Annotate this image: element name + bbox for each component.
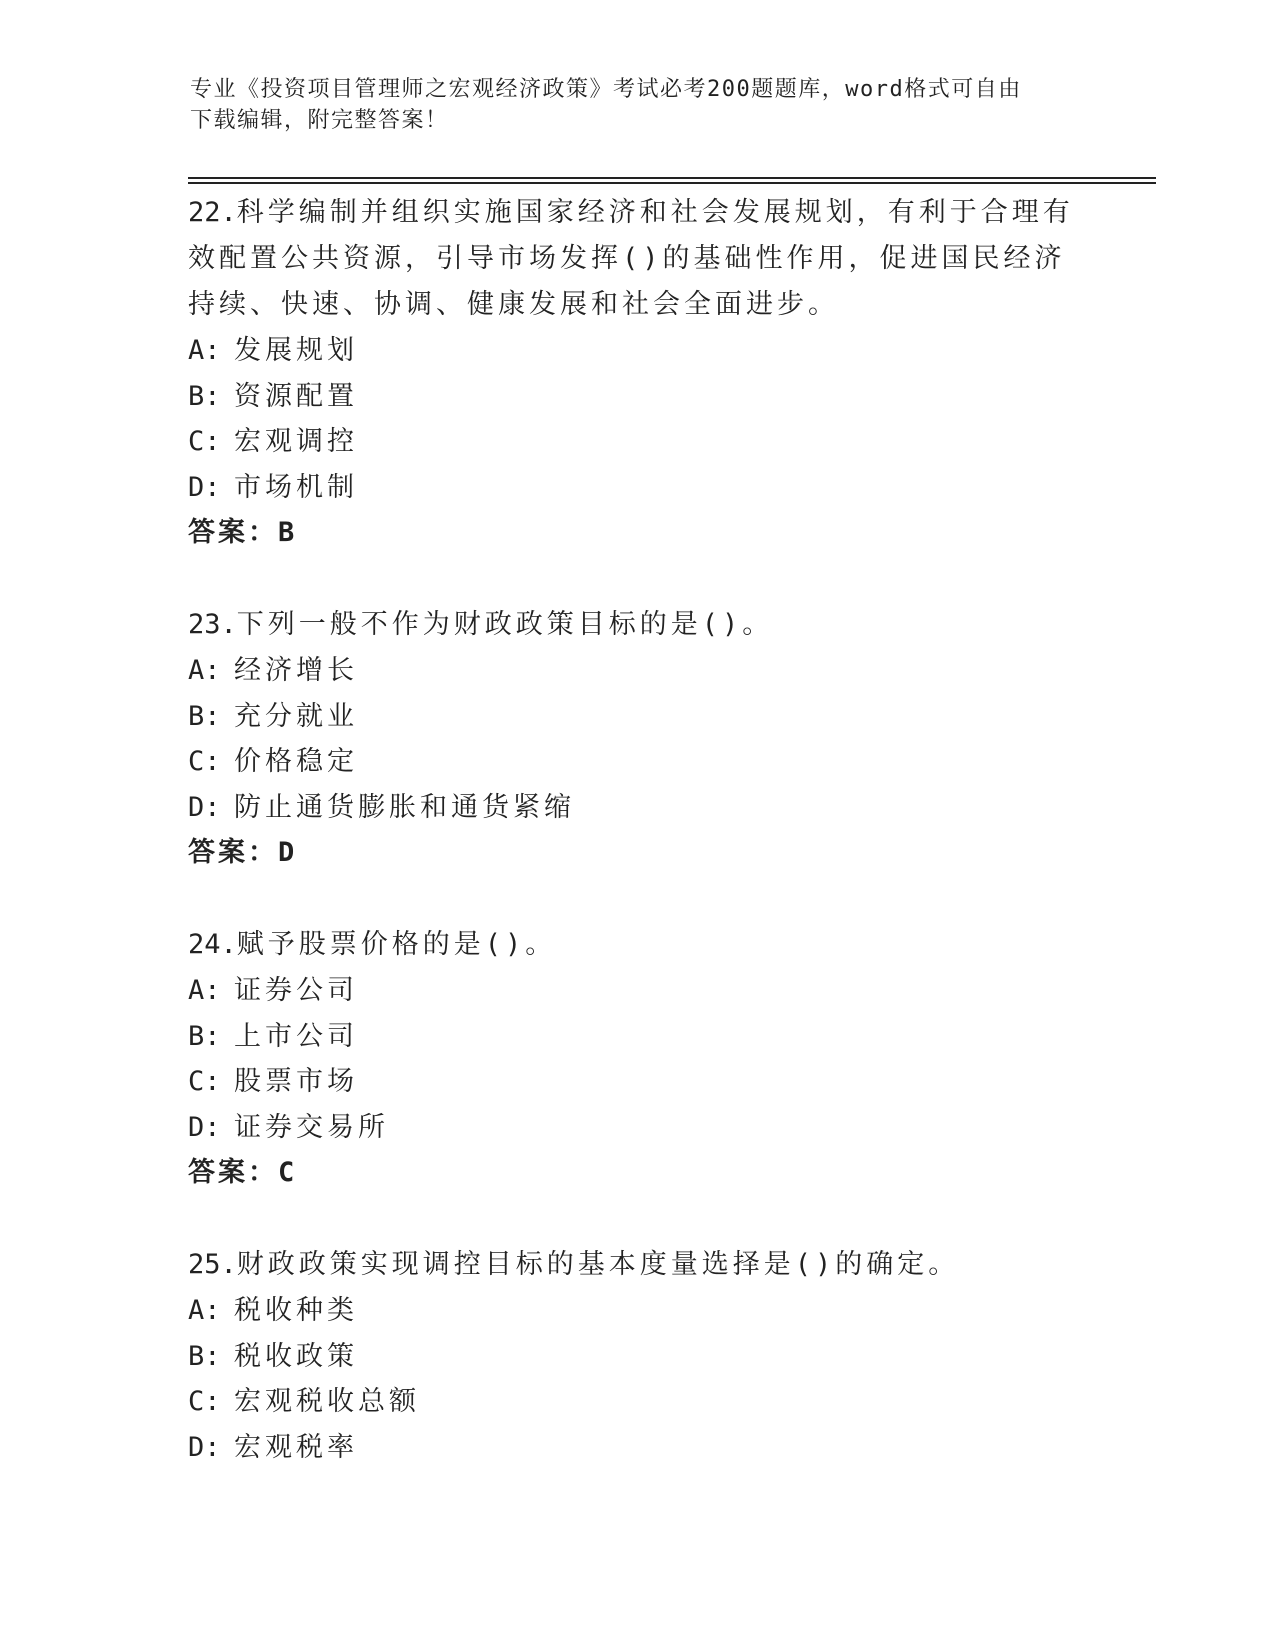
option-a: [188, 968, 1088, 1014]
option-text: 证券公司: [234, 975, 358, 1006]
option-b: [188, 1334, 1088, 1380]
option-d: [188, 785, 1088, 831]
option-b: [188, 374, 1088, 420]
option-text: 证券交易所: [234, 1111, 389, 1143]
option-c: [188, 739, 1088, 785]
option-text: 上市公司: [234, 1020, 358, 1052]
option-d: [188, 1105, 1088, 1151]
option-letter: A:: [188, 655, 221, 686]
header-line-2: 下载编辑，附完整答案！: [190, 108, 449, 133]
question-stem: [188, 1242, 1088, 1288]
question-text: 财政政策实现调控目标的基本度量选择是()的确定。: [236, 1249, 960, 1280]
option-letter: A:: [188, 335, 221, 366]
option-text: 充分就业: [234, 700, 358, 732]
document-header: [190, 74, 1070, 136]
header-line-1: 专业《投资项目管理师之宏观经济政策》考试必考200题题库，word格式可自由: [190, 77, 1022, 102]
option-letter: D:: [188, 1431, 221, 1463]
option-letter: B:: [188, 380, 221, 412]
question-25: [188, 1242, 1088, 1470]
option-letter: C:: [188, 426, 221, 457]
option-text: 防止通货膨胀和通货紧缩: [234, 791, 575, 823]
option-letter: C:: [188, 1066, 221, 1097]
option-a: [188, 648, 1088, 694]
option-c: [188, 1379, 1088, 1425]
question-text: 下列一般不作为财政政策目标的是()。: [236, 609, 774, 640]
option-text: 股票市场: [234, 1066, 358, 1097]
option-text: 宏观税收总额: [234, 1386, 420, 1417]
option-text: 资源配置: [234, 380, 358, 412]
header-divider-bottom: [188, 182, 1156, 184]
option-letter: D:: [188, 1111, 221, 1143]
option-b: [188, 1014, 1088, 1060]
option-text: 经济增长: [234, 655, 358, 686]
option-letter: A:: [188, 1295, 221, 1326]
question-text: 赋予股票价格的是()。: [236, 929, 557, 960]
option-letter: B:: [188, 1340, 221, 1372]
question-stem: [188, 922, 1088, 968]
option-letter: A:: [188, 975, 221, 1006]
option-b: [188, 694, 1088, 740]
answer-line: 答案：B: [188, 517, 298, 548]
option-text: 宏观调控: [234, 426, 358, 457]
option-a: [188, 1288, 1088, 1334]
question-number: 24.: [188, 929, 237, 960]
header-divider-top: [188, 177, 1156, 179]
option-letter: B:: [188, 700, 221, 732]
option-d: [188, 465, 1088, 511]
option-a: [188, 328, 1088, 374]
option-letter: B:: [188, 1020, 221, 1052]
option-text: 宏观税率: [234, 1431, 358, 1463]
question-number: 23.: [188, 609, 237, 640]
answer-line: 答案：C: [188, 1157, 298, 1188]
question-number: 25.: [188, 1249, 237, 1280]
question-23: [188, 602, 1088, 876]
question-list: [188, 190, 1088, 1516]
question-stem: [188, 190, 1088, 328]
option-text: 税收政策: [234, 1340, 358, 1372]
option-c: [188, 1059, 1088, 1105]
option-d: [188, 1425, 1088, 1471]
question-22: [188, 190, 1088, 556]
option-letter: C:: [188, 1386, 221, 1417]
option-text: 税收种类: [234, 1295, 358, 1326]
option-text: 价格稳定: [234, 746, 358, 777]
option-letter: D:: [188, 791, 221, 823]
question-stem: [188, 602, 1088, 648]
question-24: [188, 922, 1088, 1196]
option-c: [188, 419, 1088, 465]
option-letter: C:: [188, 746, 221, 777]
answer-line: 答案：D: [188, 837, 298, 868]
option-text: 发展规划: [234, 335, 358, 366]
question-number: 22.: [188, 197, 237, 228]
question-text: 科学编制并组织实施国家经济和社会发展规划，有利于合理有效配置公共资源，引导市场发挥()的基础性作用，促进国民经济持续、快速、协调、健康发展和社会全面进步。: [188, 197, 1074, 320]
option-letter: D:: [188, 471, 221, 503]
option-text: 市场机制: [234, 471, 358, 503]
